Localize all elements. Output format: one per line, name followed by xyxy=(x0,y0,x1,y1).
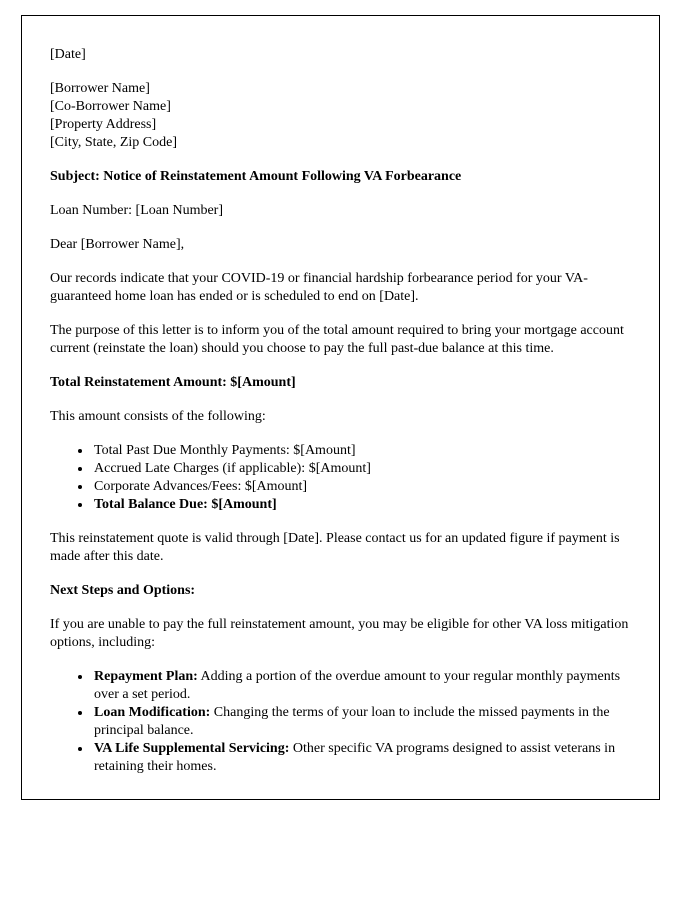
next-steps-heading: Next Steps and Options: xyxy=(50,583,196,598)
amount-breakdown-list xyxy=(50,442,631,514)
option-text: Changing the terms of your loan to include the missed payments in the principal balance. xyxy=(94,705,610,738)
amount-item-past-due xyxy=(92,442,631,460)
amount-item-text: Total Past Due Monthly Payments: $[Amount] xyxy=(94,443,356,458)
recipient-city-state-zip: [City, State, Zip Code] xyxy=(50,135,178,150)
options-list xyxy=(50,668,631,776)
paragraph-purpose: The purpose of this letter is to inform you of the total amount required to bring your mortgage account current (reinstate the loan) should you choose to pay the full past-due balance at this time. xyxy=(50,323,624,356)
option-va-life-supplemental xyxy=(92,740,631,776)
amount-item-text: Accrued Late Charges (if applicable): $[Amount] xyxy=(94,461,371,476)
amount-item-total-balance xyxy=(92,496,631,514)
letter-document xyxy=(21,15,660,800)
recipient-property-address: [Property Address] xyxy=(50,117,157,132)
amount-item-text-bold: Total Balance Due: $[Amount] xyxy=(94,497,277,512)
recipient-coborrower-name: [Co-Borrower Name] xyxy=(50,99,171,114)
option-repayment-plan xyxy=(92,668,631,704)
option-loan-modification xyxy=(92,704,631,740)
option-label: Loan Modification: xyxy=(94,705,211,720)
option-label: Repayment Plan: xyxy=(94,669,198,684)
option-text: Other specific VA programs designed to assist veterans in retaining their homes. xyxy=(94,741,616,774)
subject-line: Subject: Notice of Reinstatement Amount Following VA Forbearance xyxy=(50,169,462,184)
option-label: VA Life Supplemental Servicing: xyxy=(94,741,290,756)
salutation: Dear [Borrower Name], xyxy=(50,237,185,252)
paragraph-eligibility: If you are unable to pay the full reinstatement amount, you may be eligible for other VA loss mitigation options, including: xyxy=(50,617,629,650)
recipient-address-block xyxy=(50,80,631,152)
option-text: Adding a portion of the overdue amount to your regular monthly payments over a set period. xyxy=(94,669,621,702)
loan-number-line: Loan Number: [Loan Number] xyxy=(50,203,223,218)
paragraph-forbearance-end: Our records indicate that your COVID-19 or financial hardship forbearance period for your VA-guaranteed home loan has ended or is scheduled to end on [Date]. xyxy=(50,271,588,304)
amount-item-text: Corporate Advances/Fees: $[Amount] xyxy=(94,479,308,494)
amount-item-late-charges xyxy=(92,460,631,478)
amount-item-corporate-advances xyxy=(92,478,631,496)
recipient-borrower-name: [Borrower Name] xyxy=(50,81,150,96)
paragraph-validity: This reinstatement quote is valid through [Date]. Please contact us for an updated figure if payment is made after this date. xyxy=(50,531,620,564)
total-reinstatement-line: Total Reinstatement Amount: $[Amount] xyxy=(50,375,296,390)
date-line: [Date] xyxy=(50,47,86,62)
paragraph-consists-intro: This amount consists of the following: xyxy=(50,409,266,424)
